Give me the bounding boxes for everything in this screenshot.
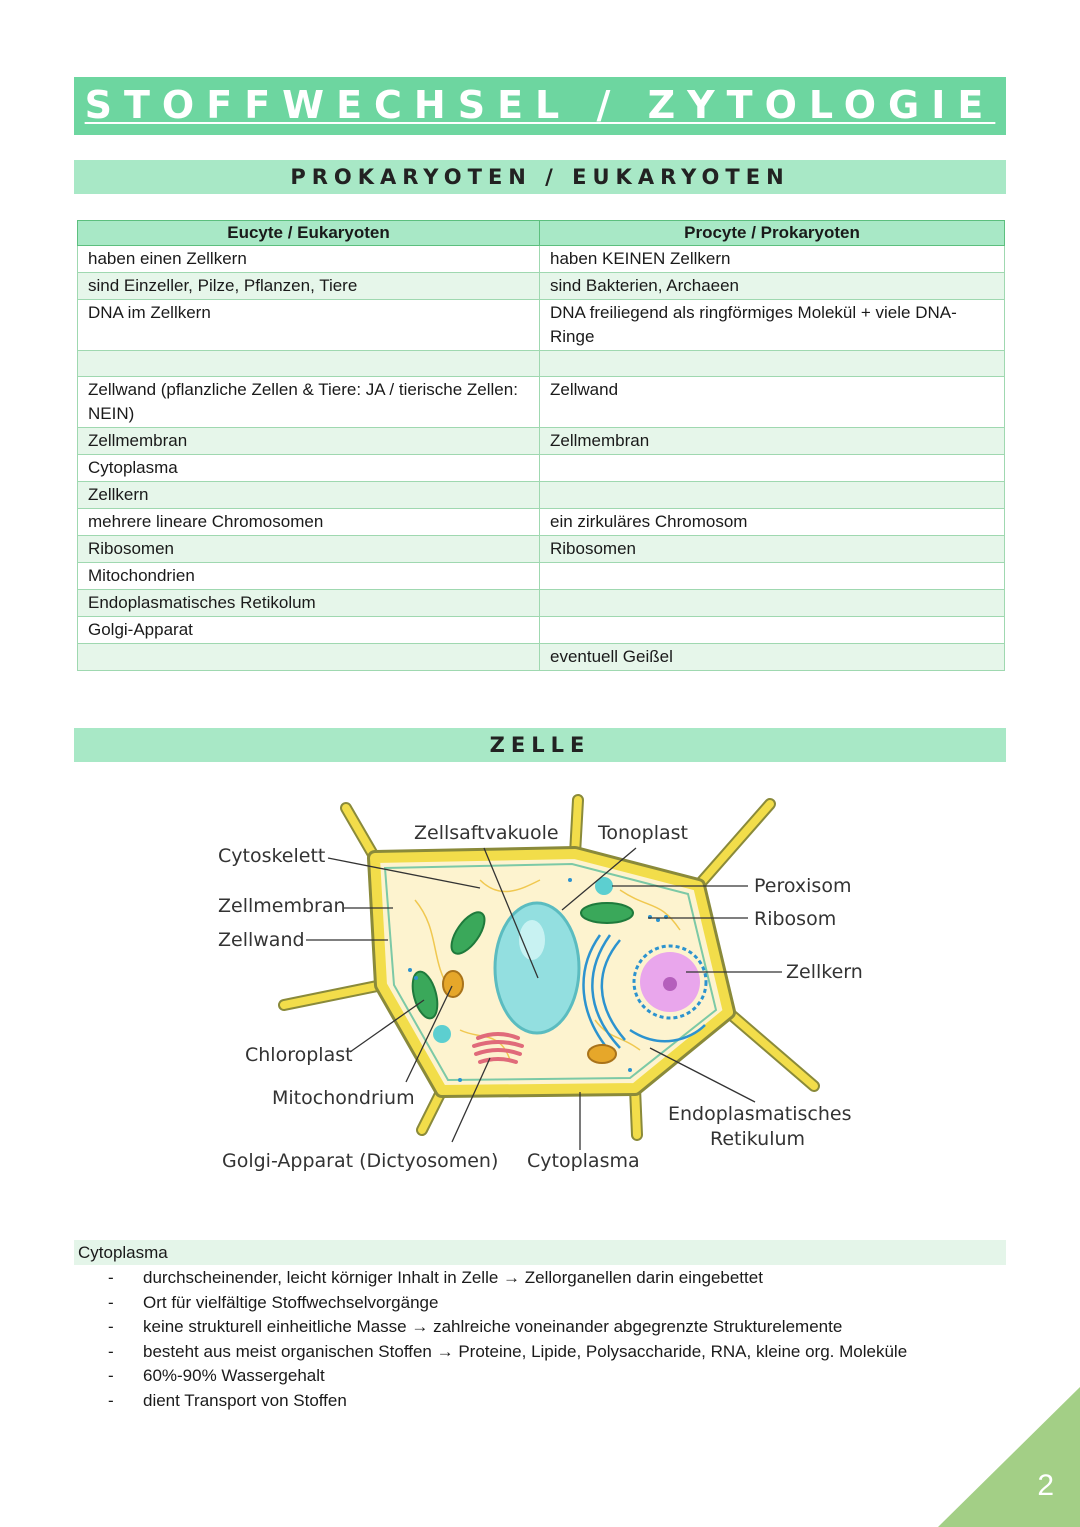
- table-row: [78, 563, 1005, 590]
- label-zellkern: Zellkern: [786, 961, 863, 983]
- mitochondrium: [443, 971, 463, 997]
- plant-cell-diagram: [200, 790, 880, 1190]
- table-cell: eventuell Geißel: [540, 644, 1005, 671]
- table-cell: [540, 590, 1005, 617]
- list-item: - dient Transport von Stoffen: [108, 1389, 907, 1414]
- table-cell: mehrere lineare Chromosomen: [78, 509, 540, 536]
- table-row: [78, 644, 1005, 671]
- mitochondrium: [588, 1045, 616, 1063]
- label-cytoplasma: Cytoplasma: [527, 1150, 640, 1172]
- table-cell: [78, 644, 540, 671]
- nucleolus: [663, 977, 677, 991]
- peroxisom: [433, 1025, 451, 1043]
- column-header: Eucyte / Eukaryoten: [78, 221, 540, 246]
- list-item: - keine strukturell einheitliche Masse → zahlreiche voneinander abgegrenzte Strukturelemente: [108, 1315, 907, 1340]
- label-zellwand: Zellwand: [218, 929, 305, 951]
- section-title: ZELLE: [489, 733, 591, 757]
- label-zellmembran: Zellmembran: [218, 895, 346, 917]
- section-bar-zelle: [74, 728, 1006, 762]
- label-mitochondrium: Mitochondrium: [272, 1087, 415, 1109]
- label-zellsaftvakuole: Zellsaftvakuole: [414, 822, 559, 844]
- label-peroxisom: Peroxisom: [754, 875, 852, 897]
- corner-triangle: [938, 1387, 1080, 1527]
- label-chloroplast: Chloroplast: [245, 1044, 353, 1066]
- cytoplasma-heading: Cytoplasma: [74, 1240, 1006, 1265]
- table-cell: DNA im Zellkern: [78, 300, 540, 351]
- table-cell: Cytoplasma: [78, 455, 540, 482]
- label-golgi: Golgi-Apparat (Dictyosomen): [222, 1150, 499, 1172]
- table-row: [78, 273, 1005, 300]
- table-row: [78, 536, 1005, 563]
- table-row: [78, 482, 1005, 509]
- table-cell: Endoplasmatisches Retikolum: [78, 590, 540, 617]
- table-cell: Golgi-Apparat: [78, 617, 540, 644]
- table-cell: Ribosomen: [78, 536, 540, 563]
- table-cell: Zellmembran: [78, 428, 540, 455]
- table-row: [78, 509, 1005, 536]
- list-item: - durchscheinender, leicht körniger Inhalt in Zelle → Zellorganellen darin eingebettet: [108, 1266, 907, 1291]
- page-title: STOFFWECHSEL / ZYTOLOGIE: [84, 83, 996, 127]
- table-cell: [540, 482, 1005, 509]
- table-row: [78, 590, 1005, 617]
- label-er-line1: Endoplasmatisches: [668, 1103, 852, 1125]
- column-header: Procyte / Prokaryoten: [540, 221, 1005, 246]
- table-cell: [78, 351, 540, 377]
- table-cell: Zellmembran: [540, 428, 1005, 455]
- table-cell: sind Bakterien, Archaeen: [540, 273, 1005, 300]
- table-cell: haben KEINEN Zellkern: [540, 246, 1005, 273]
- table-cell: Mitochondrien: [78, 563, 540, 590]
- table-row: [78, 351, 1005, 377]
- label-cytoskelett: Cytoskelett: [218, 845, 326, 867]
- list-item: - 60%-90% Wassergehalt: [108, 1364, 907, 1389]
- section-bar-prokaryoten: [74, 160, 1006, 194]
- table-cell: [540, 455, 1005, 482]
- table-row: [78, 455, 1005, 482]
- table-cell: [540, 563, 1005, 590]
- table-header-row: [78, 221, 1005, 246]
- cytoplasma-list: [108, 1266, 907, 1414]
- table-cell: Zellkern: [78, 482, 540, 509]
- section-title: PROKARYOTEN / EUKARYOTEN: [290, 165, 790, 189]
- chloroplast: [581, 903, 633, 923]
- table-row: [78, 300, 1005, 351]
- label-ribosom: Ribosom: [754, 908, 837, 930]
- table-row: [78, 377, 1005, 428]
- comparison-table: [77, 220, 1005, 671]
- table-cell: Ribosomen: [540, 536, 1005, 563]
- table-row: [78, 617, 1005, 644]
- table-cell: Zellwand: [540, 377, 1005, 428]
- label-tonoplast: Tonoplast: [598, 822, 688, 844]
- page-number: 2: [1037, 1469, 1054, 1502]
- title-banner: [74, 77, 1006, 135]
- table-cell: Zellwand (pflanzliche Zellen & Tiere: JA / tierische Zellen: NEIN): [78, 377, 540, 428]
- label-er-line2: Retikulum: [710, 1128, 806, 1150]
- table-cell: DNA freiliegend als ringförmiges Molekül + viele DNA-Ringe: [540, 300, 1005, 351]
- table-cell: haben einen Zellkern: [78, 246, 540, 273]
- list-item: - besteht aus meist organischen Stoffen → Proteine, Lipide, Polysaccharide, RNA, kleine org. Moleküle: [108, 1340, 907, 1365]
- list-item: - Ort für vielfältige Stoffwechselvorgänge: [108, 1291, 907, 1316]
- table-cell: [540, 351, 1005, 377]
- table-row: [78, 246, 1005, 273]
- table-row: [78, 428, 1005, 455]
- table-cell: sind Einzeller, Pilze, Pflanzen, Tiere: [78, 273, 540, 300]
- table-cell: ein zirkuläres Chromosom: [540, 509, 1005, 536]
- table-cell: [540, 617, 1005, 644]
